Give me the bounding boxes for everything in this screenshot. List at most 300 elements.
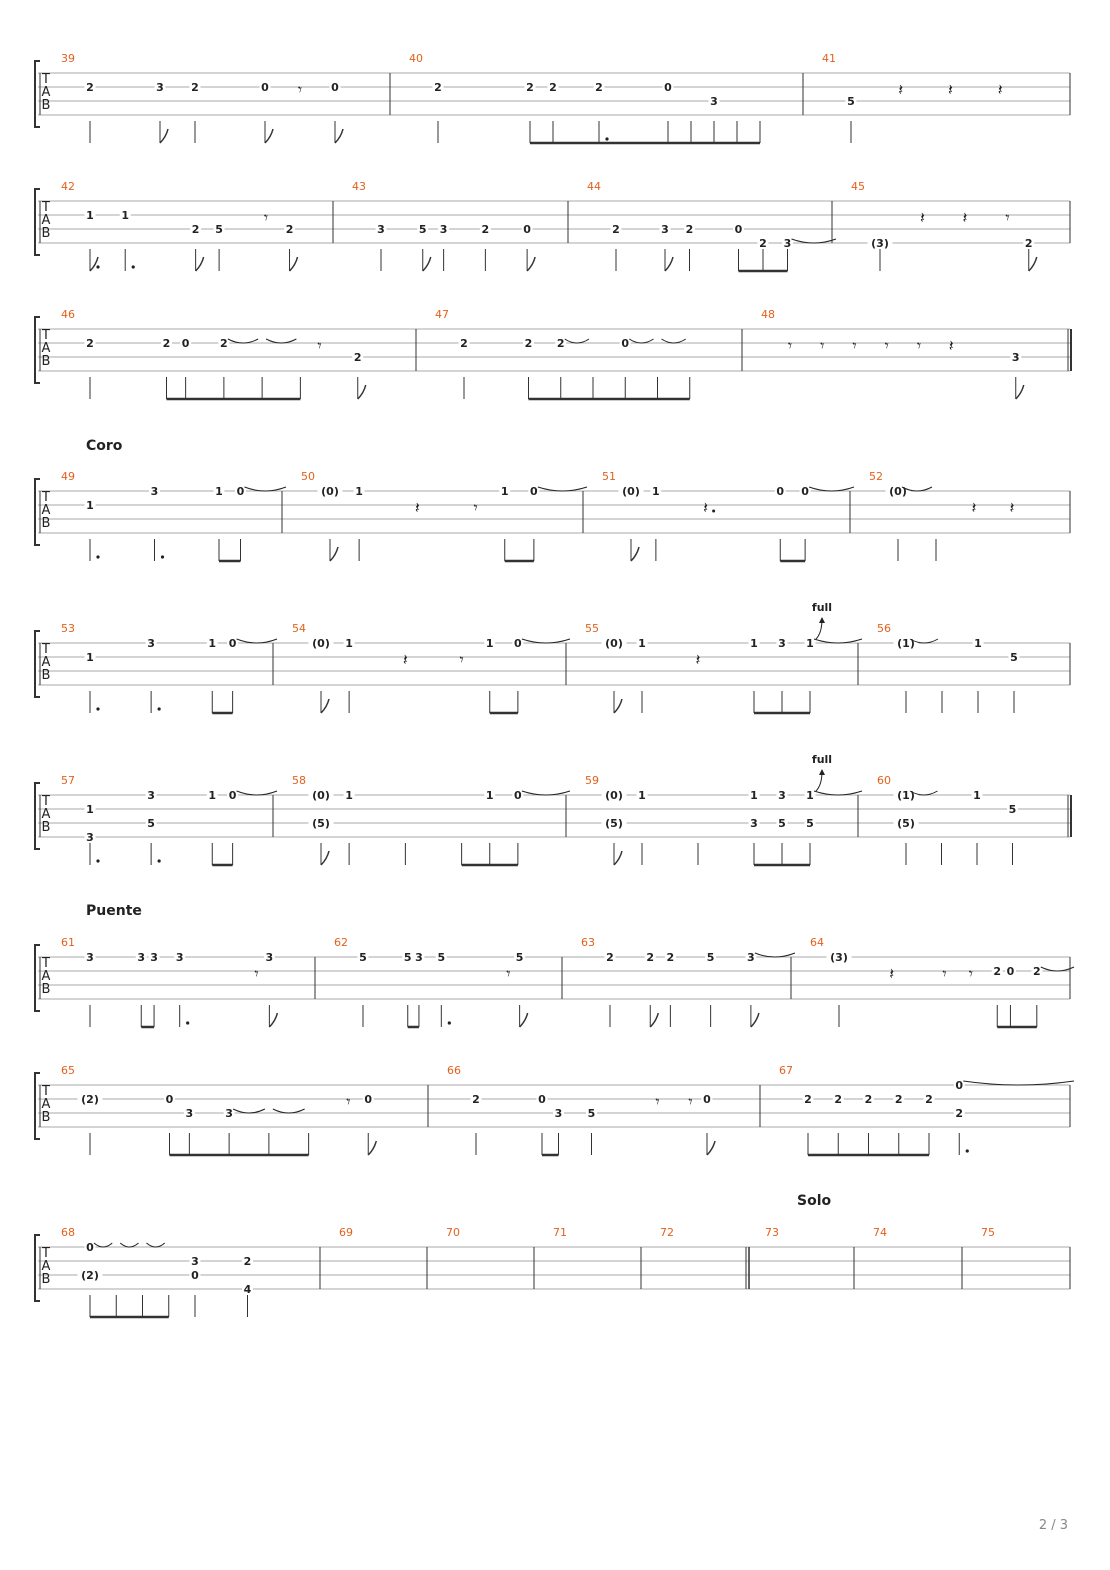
system-bracket <box>35 479 40 545</box>
fret-number: (5) <box>605 817 623 830</box>
tab-clef-letter: A <box>41 807 51 822</box>
measure-number: 61 <box>61 936 75 949</box>
system-bracket <box>35 1235 40 1301</box>
rest-symbol: 𝄽 <box>898 80 904 99</box>
fret-number: 2 <box>595 81 603 94</box>
tie-arc <box>522 791 570 795</box>
fret-number: 1 <box>973 789 981 802</box>
tie-arc <box>662 339 686 343</box>
measure-number: 54 <box>292 622 306 635</box>
fret-number: 3 <box>137 951 146 964</box>
measure-number: 75 <box>981 1226 995 1239</box>
fret-number: 2 <box>606 951 614 964</box>
system-bracket <box>35 317 40 383</box>
fret-number: 0 <box>538 1093 546 1106</box>
fret-number: 0 <box>364 1093 373 1106</box>
note-flag <box>614 699 622 713</box>
fret-number: 0 <box>181 337 190 350</box>
dot <box>96 859 99 862</box>
system-bracket <box>35 783 40 849</box>
fret-number: 0 <box>331 81 339 94</box>
fret-number: 0 <box>955 1079 964 1092</box>
measure-number: 65 <box>61 1064 75 1077</box>
tab-clef-letter: B <box>41 820 51 835</box>
fret-number: 2 <box>460 337 468 350</box>
bend-label: full <box>811 753 833 766</box>
tab-clef-letter: A <box>41 85 51 100</box>
measure-number: 56 <box>877 622 891 635</box>
tab-clef-letter: A <box>41 213 51 228</box>
rest-symbol: 𝄾 <box>459 650 464 669</box>
measure-number: 49 <box>61 470 75 483</box>
tab-clef-letter: T <box>42 490 50 505</box>
measure-number: 53 <box>61 622 75 635</box>
fret-number: 1 <box>485 789 494 802</box>
note-flag <box>321 699 329 713</box>
measure-number: 41 <box>822 52 836 65</box>
measure-number: 59 <box>585 774 599 787</box>
tab-clef-letter: B <box>41 982 51 997</box>
tab-clef-letter: B <box>41 1272 51 1287</box>
measure-number: 50 <box>301 470 315 483</box>
measure-number: 47 <box>435 308 449 321</box>
note-flag <box>665 257 673 271</box>
fret-number: 5 <box>847 95 855 108</box>
fret-number: 1 <box>86 803 94 816</box>
system-bracket <box>35 945 40 1011</box>
fret-number: 1 <box>485 637 494 650</box>
measure-number: 42 <box>61 180 75 193</box>
rest-symbol: 𝄽 <box>971 498 977 517</box>
rest-symbol: 𝄽 <box>948 336 954 355</box>
fret-number: 3 <box>150 951 158 964</box>
fret-number: 2 <box>646 951 655 964</box>
fret-number: 5 <box>1008 803 1017 816</box>
tab-clef-letter: T <box>42 956 50 971</box>
fret-number: 3 <box>225 1107 233 1120</box>
fret-number: 1 <box>345 789 353 802</box>
fret-number: 2 <box>472 1093 480 1106</box>
tie-arc <box>147 1243 165 1247</box>
bend-arrow-head <box>819 769 825 775</box>
measure-number: 48 <box>761 308 775 321</box>
fret-number: (3) <box>871 237 889 250</box>
tie-arc <box>237 639 277 643</box>
fret-number: 3 <box>661 223 669 236</box>
fret-number: 3 <box>147 637 155 650</box>
rest-symbol: 𝄾 <box>346 1092 351 1111</box>
fret-number: 5 <box>515 951 524 964</box>
note-flag <box>423 257 431 271</box>
fret-number: 5 <box>359 951 367 964</box>
tab-clef-letter: T <box>42 72 50 87</box>
fret-number: 2 <box>894 1093 903 1106</box>
measure-number: 46 <box>61 308 75 321</box>
section-label-coro: Coro <box>86 438 123 454</box>
note-flag <box>650 1013 658 1027</box>
measure-number: 43 <box>352 180 366 193</box>
tab-system <box>35 753 1071 865</box>
rest-symbol: 𝄾 <box>916 336 922 355</box>
fret-number: (5) <box>897 817 915 830</box>
fret-number: 2 <box>685 223 694 236</box>
measure-number: 69 <box>339 1226 353 1239</box>
fret-number: 1 <box>208 637 217 650</box>
fret-number: (0) <box>889 485 907 498</box>
page-number: 2 / 3 <box>1038 1518 1068 1533</box>
dot <box>96 265 99 268</box>
fret-number: 2 <box>666 951 675 964</box>
fret-number: 2 <box>353 351 362 364</box>
tie-arc <box>1041 967 1074 971</box>
fret-number: 1 <box>86 651 94 664</box>
fret-number: 3 <box>783 237 792 250</box>
fret-number: (3) <box>830 951 848 964</box>
fret-number: 2 <box>612 223 620 236</box>
fret-number: (1) <box>897 789 915 802</box>
tab-system <box>35 1064 1074 1155</box>
dot <box>96 707 99 710</box>
rest-symbol: 𝄾 <box>263 208 269 227</box>
tab-clef-letter: T <box>42 794 50 809</box>
fret-number: 5 <box>587 1107 596 1120</box>
tab-clef-letter: B <box>41 98 51 113</box>
measure-number: 58 <box>292 774 306 787</box>
fret-number: 2 <box>834 1093 843 1106</box>
fret-number: 3 <box>175 951 184 964</box>
tie-arc <box>228 339 258 343</box>
measure-number: 51 <box>602 470 616 483</box>
fret-number: 0 <box>228 637 237 650</box>
tab-clef-letter: B <box>41 516 51 531</box>
fret-number: 3 <box>265 951 274 964</box>
measure-number: 60 <box>877 774 891 787</box>
measure-number: 39 <box>61 52 75 65</box>
fret-number: 2 <box>162 337 171 350</box>
fret-number: 2 <box>759 237 767 250</box>
rest-symbol: 𝄾 <box>254 964 259 983</box>
fret-number: 0 <box>664 81 672 94</box>
rest-symbol: 𝄾 <box>473 498 478 517</box>
measure-number: 55 <box>585 622 599 635</box>
measure-number: 64 <box>810 936 824 949</box>
dot <box>966 1149 969 1152</box>
tab-clef-letter: A <box>41 1259 51 1274</box>
fret-number: 3 <box>554 1107 563 1120</box>
fret-number: 3 <box>415 951 423 964</box>
fret-number: 3 <box>147 789 155 802</box>
rest-symbol: 𝄽 <box>695 650 701 669</box>
fret-number: 2 <box>549 81 557 94</box>
tie-arc <box>814 791 862 795</box>
fret-number: 0 <box>530 485 538 498</box>
fret-number: 3 <box>439 223 448 236</box>
fret-number: 1 <box>806 637 814 650</box>
fret-number: 0 <box>621 337 630 350</box>
measure-number: 74 <box>873 1226 887 1239</box>
fret-number: 3 <box>86 951 94 964</box>
note-flag <box>1016 385 1024 399</box>
note-flag <box>330 547 338 561</box>
tab-clef-letter: B <box>41 668 51 683</box>
rest-symbol: 𝄾 <box>506 964 511 983</box>
fret-number: 0 <box>228 789 237 802</box>
note-flag <box>160 129 168 143</box>
tab-clef-letter: B <box>41 354 51 369</box>
measure-number: 44 <box>587 180 601 193</box>
measure-number: 45 <box>851 180 865 193</box>
measure-number: 40 <box>409 52 423 65</box>
fret-number: 5 <box>403 951 412 964</box>
tie-arc <box>809 487 854 491</box>
note-flag <box>520 1013 528 1027</box>
section-label-puente: Puente <box>86 903 142 919</box>
fret-number: 2 <box>864 1093 873 1106</box>
fret-number: 0 <box>191 1269 199 1282</box>
rest-symbol: 𝄽 <box>402 650 408 669</box>
fret-number: 5 <box>706 951 715 964</box>
tie-arc <box>755 953 795 957</box>
fret-number: 0 <box>703 1093 711 1106</box>
rest-symbol: 𝄽 <box>920 208 925 227</box>
fret-number: 2 <box>481 223 490 236</box>
dot <box>158 707 161 710</box>
tie-arc <box>237 791 277 795</box>
fret-number: (0) <box>312 789 330 802</box>
fret-number: 3 <box>377 223 385 236</box>
measure-number: 73 <box>765 1226 779 1239</box>
fret-number: 3 <box>778 637 786 650</box>
tie-arc <box>963 1081 1074 1085</box>
dot <box>161 555 164 558</box>
rest-symbol: 𝄾 <box>297 80 303 99</box>
rest-symbol: 𝄽 <box>948 80 953 99</box>
tie-arc <box>629 339 653 343</box>
note-flag <box>90 257 98 271</box>
note-flag <box>368 1141 376 1155</box>
rest-symbol: 𝄽 <box>997 80 1003 99</box>
system-bracket <box>35 631 40 697</box>
note-flag <box>707 1141 715 1155</box>
fret-number: 2 <box>993 965 1002 978</box>
measure-number: 67 <box>779 1064 793 1077</box>
fret-number: 2 <box>191 223 200 236</box>
rest-symbol: 𝄽 <box>962 208 968 227</box>
measure-number: 70 <box>446 1226 460 1239</box>
fret-number: 0 <box>514 637 522 650</box>
fret-number: 3 <box>747 951 755 964</box>
fret-number: 0 <box>801 485 809 498</box>
dot <box>158 859 161 862</box>
note-flag <box>751 1013 759 1027</box>
tab-clef-letter: T <box>42 328 50 343</box>
tab-system <box>35 308 1071 399</box>
fret-number: 0 <box>776 485 785 498</box>
rest-symbol: 𝄽 <box>414 498 420 517</box>
tab-clef-letter: B <box>41 1110 51 1125</box>
tab-clef-letter: A <box>41 503 51 518</box>
dot <box>605 137 608 140</box>
tab-system <box>35 470 1070 561</box>
tie-arc <box>120 1243 138 1247</box>
tab-clef-letter: A <box>41 969 51 984</box>
tie-arc <box>814 639 862 643</box>
fret-number: (1) <box>897 637 915 650</box>
fret-number: 5 <box>778 817 786 830</box>
fret-number: 1 <box>355 485 363 498</box>
rest-symbol: 𝄾 <box>820 336 825 355</box>
fret-number: 1 <box>750 637 758 650</box>
fret-number: 2 <box>524 337 533 350</box>
tab-clef-letter: B <box>41 226 51 241</box>
fret-number: 5 <box>806 817 814 830</box>
dot <box>132 265 135 268</box>
tab-clef-letter: A <box>41 1097 51 1112</box>
fret-number: 2 <box>191 81 199 94</box>
fret-number: 2 <box>526 81 534 94</box>
tab-system <box>35 601 1070 713</box>
tab-clef-letter: T <box>42 642 50 657</box>
rest-symbol: 𝄾 <box>655 1092 660 1111</box>
note-flag <box>527 257 535 271</box>
note-flag <box>631 547 639 561</box>
tab-clef-letter: T <box>42 1246 50 1261</box>
dot <box>712 510 715 513</box>
fret-number: (0) <box>312 637 330 650</box>
tie-arc <box>245 487 287 491</box>
fret-number: 1 <box>652 485 660 498</box>
tie-arc <box>233 1109 265 1113</box>
rest-symbol: 𝄾 <box>942 964 947 983</box>
tab-system <box>35 1226 1070 1317</box>
tie-arc <box>273 1109 305 1113</box>
tab-clef-letter: A <box>41 655 51 670</box>
measure-number: 66 <box>447 1064 461 1077</box>
dot <box>448 1021 451 1024</box>
fret-number: 3 <box>1011 351 1020 364</box>
rest-symbol: 𝄾 <box>787 336 793 355</box>
fret-number: 3 <box>86 831 94 844</box>
rest-symbol: 𝄾 <box>884 336 889 355</box>
dot <box>96 555 99 558</box>
note-flag <box>335 129 343 143</box>
fret-number: (0) <box>321 485 339 498</box>
fret-number: 2 <box>556 337 565 350</box>
fret-number: 2 <box>243 1255 252 1268</box>
rest-symbol: 𝄽 <box>1009 498 1015 517</box>
note-flag <box>321 851 329 865</box>
tab-clef-letter: T <box>42 200 50 215</box>
fret-number: 2 <box>925 1093 933 1106</box>
fret-number: 2 <box>804 1093 812 1106</box>
fret-number: 2 <box>220 337 228 350</box>
fret-number: (0) <box>605 789 623 802</box>
measure-number: 62 <box>334 936 348 949</box>
fret-number: 1 <box>86 209 94 222</box>
tie-arc <box>266 339 296 343</box>
fret-number: 4 <box>243 1283 252 1296</box>
note-flag <box>196 257 204 271</box>
fret-number: 0 <box>165 1093 174 1106</box>
fret-number: 1 <box>750 789 758 802</box>
note-flag <box>614 851 622 865</box>
fret-number: 2 <box>1024 237 1033 250</box>
fret-number: 2 <box>86 81 94 94</box>
measure-number: 52 <box>869 470 883 483</box>
tie-arc <box>522 639 570 643</box>
fret-number: 3 <box>191 1255 199 1268</box>
note-flag <box>358 385 366 399</box>
rest-symbol: 𝄾 <box>688 1092 693 1111</box>
rest-symbol: 𝄽 <box>703 498 709 517</box>
fret-number: 3 <box>750 817 758 830</box>
note-flag <box>1029 257 1037 271</box>
rest-symbol: 𝄽 <box>889 964 895 983</box>
fret-number: (2) <box>81 1093 99 1106</box>
fret-number: 5 <box>147 817 155 830</box>
note-flag <box>265 129 273 143</box>
tie-arc <box>538 487 587 491</box>
rest-symbol: 𝄾 <box>968 964 974 983</box>
fret-number: 3 <box>778 789 786 802</box>
fret-number: 2 <box>86 337 94 350</box>
fret-number: 2 <box>1032 965 1041 978</box>
bend-arrow-head <box>819 617 825 623</box>
tie-arc <box>792 239 837 243</box>
system-bracket <box>35 189 40 255</box>
fret-number: (5) <box>312 817 330 830</box>
fret-number: 3 <box>185 1107 194 1120</box>
rest-symbol: 𝄾 <box>1005 208 1010 227</box>
tie-arc <box>94 1243 112 1247</box>
measure-number: 71 <box>553 1226 567 1239</box>
tab-system <box>35 180 1070 271</box>
measure-number: 63 <box>581 936 595 949</box>
fret-number: (0) <box>622 485 640 498</box>
fret-number: 0 <box>514 789 522 802</box>
fret-number: 0 <box>734 223 743 236</box>
fret-number: 0 <box>261 81 269 94</box>
bend-label: full <box>811 601 833 614</box>
tie-arc <box>565 339 589 343</box>
tab-clef-letter: A <box>41 341 51 356</box>
fret-number: 2 <box>434 81 442 94</box>
rest-symbol: 𝄾 <box>317 336 322 355</box>
measure-number: 57 <box>61 774 75 787</box>
fret-number: 1 <box>638 789 646 802</box>
fret-number: 3 <box>156 81 164 94</box>
fret-number: 1 <box>806 789 814 802</box>
fret-number: 3 <box>150 485 159 498</box>
fret-number: 2 <box>285 223 294 236</box>
note-flag <box>290 257 298 271</box>
fret-number: 0 <box>523 223 531 236</box>
fret-number: 5 <box>418 223 427 236</box>
fret-number: 1 <box>86 499 94 512</box>
rest-symbol: 𝄾 <box>852 336 857 355</box>
fret-number: 1 <box>500 485 509 498</box>
section-label-solo: Solo <box>797 1193 832 1209</box>
note-flag <box>269 1013 277 1027</box>
fret-number: 3 <box>710 95 718 108</box>
fret-number: 0 <box>86 1241 94 1254</box>
fret-number: 0 <box>1006 965 1015 978</box>
fret-number: 5 <box>215 223 223 236</box>
measure-number: 68 <box>61 1226 75 1239</box>
system-bracket <box>35 1073 40 1139</box>
tab-system <box>35 52 1070 143</box>
fret-number: (2) <box>81 1269 99 1282</box>
